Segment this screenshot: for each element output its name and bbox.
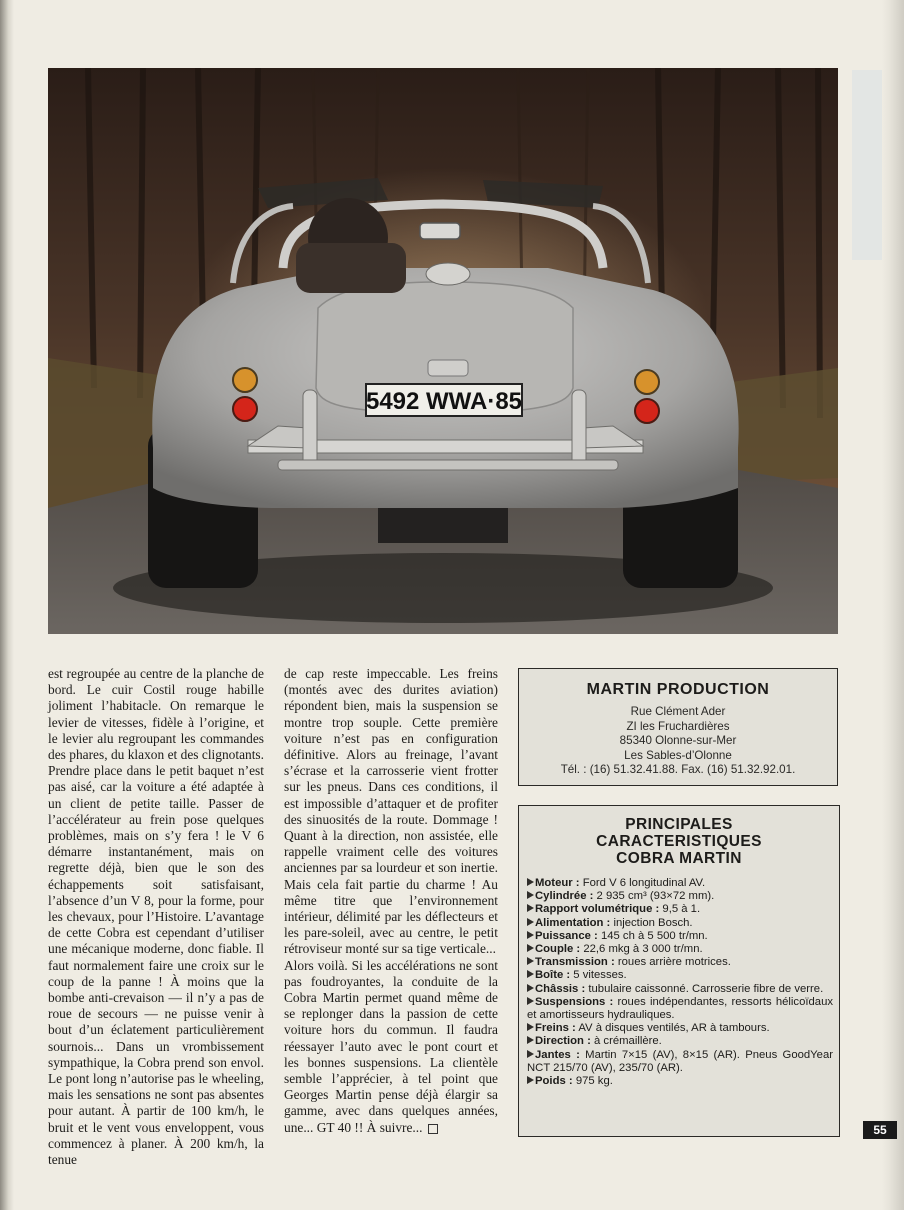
specifications-title-line-1: PRINCIPALES [625, 816, 733, 833]
spec-item-couple [527, 943, 833, 956]
spec-item-freins [527, 1022, 833, 1035]
spec-item-puissance [527, 930, 833, 943]
spec-value: roues arrière motrices. [617, 956, 731, 969]
end-of-article-mark [428, 1124, 438, 1134]
spec-item-suspensions [527, 996, 833, 1022]
side-tab [852, 70, 882, 260]
arrow-icon [527, 918, 534, 926]
arrow-icon [527, 891, 534, 899]
specifications-title [519, 816, 839, 867]
spec-value: Martin 7×15 (AV), 8×15 (AR). Pneus GoodYear NCT 215/70 (AV), 235/70 (AR). [527, 1048, 833, 1074]
spec-label: Rapport volumétrique : [535, 903, 660, 916]
arrow-icon [527, 1036, 534, 1044]
spec-label: Transmission : [535, 956, 615, 969]
arrow-icon [527, 1050, 534, 1058]
article-paragraph: est regroupée au centre de la planche de bord. Le cuir Costil rouge habille joliment l’habitacle. On remarque le levier de vitesses, fidèle à l’origine, et le levier alu regroupant les commandes des phares, du klaxon et des clignotants. Prendre place dans le petit baquet n’est pas aisé, car la voiture a été adaptée à un client de petite taille. Passer de l’accélérateur au frein pose quelques problèmes, mais on s’y fera ! le V 6 démarre instantanément, mais on regrette déjà, bien que le son des échappements soit satisfaisant, l’absence d’un V 8, pour la forme, pour les chevaux, pour l’Histoire. L’avantage de cette Cobra est cependant d’utiliser une mécanique moderne, donc fiable. Il faut normalement faire une croix sur le coup de la panne ! À moins que la bombe anti-crevaison — il n’y a pas de roue de secours — ne puisse venir à bout d’un éclatement particulièrement sournois... Dans un vrombissement sympathique, la Cobra prend son envol. Le pont long n’autorise pas le wheeling, mais les sensations ne sont pas absentes pour autant. À partir de 100 km/h, le bruit et le vent vous enveloppent, vous commencez à planer. À 200 km/h, la tenue [48, 666, 264, 1168]
spec-label: Direction : [535, 1035, 591, 1048]
arrow-icon [527, 944, 534, 952]
address-street: Rue Clément Ader [630, 705, 726, 718]
spec-value: roues indépendantes, ressorts hélicoïdaux et amortisseurs hydrauliques. [527, 995, 834, 1022]
arrow-icon [527, 1023, 534, 1031]
spec-value: 22,6 mkg à 3 000 tr/mn. [583, 943, 703, 956]
spec-label: Châssis : [535, 982, 586, 995]
arrow-icon [527, 984, 534, 992]
page-binding-edge [0, 0, 14, 1210]
address-region: Les Sables-d’Olonne [624, 748, 732, 762]
article-column-1 [48, 666, 264, 1168]
spec-item-alimentation [527, 917, 833, 930]
spec-value: injection Bosch. [613, 916, 693, 929]
spec-item-direction [527, 1035, 833, 1048]
address-postcode-city: 85340 Olonne-sur-Mer [619, 734, 737, 747]
spec-item-poids [527, 1075, 833, 1088]
manufacturer-address-box [518, 668, 838, 786]
spec-value: 975 kg. [575, 1075, 613, 1088]
spec-label: Poids : [535, 1075, 573, 1088]
article-closing-text: Alors voilà. Si les accélérations ne sont pas foudroyantes, la conduite de la Cobra Martin permet quand même de se replonger dans la passion de cette voiture hors du commun. Il faudra réessayer l’auto avec le pont court et les bonnes suspensions. La clientèle semble l’apprécier, à tel point que Georges Martin pense déjà élargir sa gamme, avec dans quelques années, une... GT 40 !! À suivre... [284, 957, 498, 1135]
spec-label: Moteur : [535, 877, 580, 889]
arrow-icon [527, 904, 534, 912]
car-rear-photo [48, 68, 838, 634]
spec-label: Boîte : [535, 969, 571, 982]
article-paragraph: de cap reste impeccable. Les freins (montés avec des durites aviation) répondent bien, mais la suspension se montre trop souple. Cette première voiture n’est pas en configuration définitive. Alors au freinage, l’avant s’écrase et la carrosserie vient frotter sur les pneus. Dans ces conditions, il est impossible d’attaquer et de profiter des sinuosités de la route. Dommage ! Quant à la direction, non assistée, elle rappelle vraiment celle des voitures anciennes par sa lourdeur et son inertie. Mais cela fait partie du charme ! Au même titre que l’environnement intérieur, délimité par les déflecteurs et les pare-soleil, avec au centre, le petit rétroviseur monté sur sa tige verticale... [284, 666, 498, 957]
spec-item-cylindree [527, 890, 833, 903]
spec-value: 9,5 à 1. [662, 903, 701, 916]
address-phone-fax: Tél. : (16) 51.32.41.88. Fax. (16) 51.32.92.01. [560, 763, 796, 776]
spec-label: Cylindrée : [535, 890, 594, 903]
spec-value: 5 vitesses. [573, 969, 627, 982]
spec-item-rapport [527, 903, 833, 916]
specifications-title-line-3: COBRA MARTIN [616, 850, 742, 867]
spec-value: à crémaillère. [594, 1035, 662, 1048]
spec-label: Couple : [535, 943, 581, 956]
page-outer-edge [882, 0, 904, 1210]
arrow-icon [527, 931, 534, 939]
page-number: 55 [863, 1121, 897, 1139]
spec-item-jantes [527, 1049, 833, 1075]
spec-label: Freins : [535, 1022, 576, 1035]
article-column-2 [284, 666, 498, 1136]
manufacturer-name: MARTIN PRODUCTION [586, 681, 770, 698]
spec-label: Suspensions : [535, 995, 614, 1008]
arrow-icon [527, 970, 534, 978]
specifications-title-line-2: CARACTERISTIQUES [596, 833, 762, 850]
arrow-icon [527, 997, 534, 1005]
article-paragraph-ending [284, 958, 498, 1136]
arrow-icon [527, 957, 534, 965]
spec-item-boite [527, 969, 833, 982]
spec-value: AV à disques ventilés, AR à tambours. [578, 1022, 770, 1035]
spec-item-chassis [527, 983, 833, 996]
spec-value: 145 ch à 5 500 tr/mn. [600, 929, 708, 942]
cobra-rear-view-illustration [48, 68, 838, 634]
spec-value: 2 935 cm³ (93×72 mm). [596, 890, 715, 903]
specifications-box [518, 805, 840, 1137]
address-zone: ZI les Fruchardières [626, 719, 730, 733]
license-plate: 5492 WWA·85 [365, 388, 523, 415]
spec-value: tubulaire caissonné. Carrosserie fibre de verre. [588, 982, 824, 995]
spec-label: Jantes : [535, 1048, 580, 1061]
arrow-icon [527, 878, 534, 886]
spec-label: Puissance : [535, 929, 598, 942]
spec-item-moteur [527, 877, 833, 890]
spec-item-transmission [527, 956, 833, 969]
spec-value: Ford V 6 longitudinal AV. [582, 877, 706, 889]
arrow-icon [527, 1076, 534, 1084]
spec-label: Alimentation : [535, 916, 611, 929]
